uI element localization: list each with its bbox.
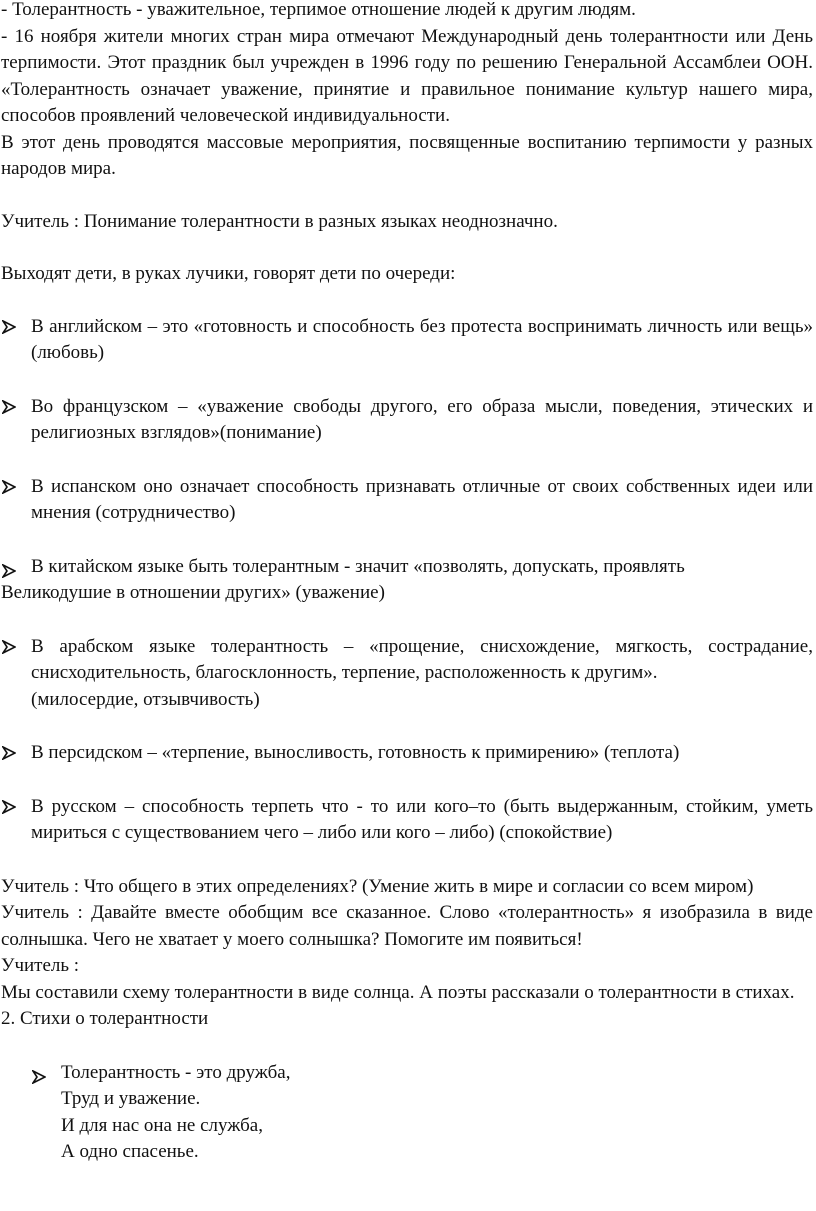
intro-definition: - Толерантность - уважительное, терпимое отношение людей к другим людям.: [1, 0, 636, 20]
poem-line: Толерантность - это дружба,: [61, 1061, 291, 1083]
arrow-bullet-icon: [2, 746, 16, 760]
list-item: [1, 474, 813, 527]
arrow-bullet-icon: [2, 480, 16, 494]
poem: [1, 1060, 813, 1166]
list-item: [1, 740, 813, 767]
definition-chinese-continued: Великодушие в отношении других» (уважение): [1, 582, 385, 603]
definition-french: Во французском – «уважение свободы другого, его образа мысли, поведения, этических и религиозных взглядов»(понимание): [31, 395, 813, 443]
definition-arabic: В арабском языке толерантность – «прощение, снисхождение, мягкость, сострадание, снисходительность, благосклонность, терпение, расположенность к другим».: [31, 635, 813, 683]
intro-events: В этот день проводятся массовые мероприятия, посвященные воспитанию терпимости у разных народов мира.: [1, 131, 813, 179]
definition-arabic-extra: (милосердие, отзывчивость): [31, 688, 260, 710]
teacher-question: Учитель : Что общего в этих определениях? (Умение жить в мире и согласии со всем миром): [1, 875, 754, 897]
teacher-poets: Мы составили схему толерантности в виде солнца. А поэты рассказали о толерантности в стихах.: [1, 981, 795, 1003]
definition-russian: В русском – способность терпеть что - то или кого–то (быть выдержанным, стойким, уметь мириться с существованием чего – либо или кого – либо) (спокойствие): [31, 795, 813, 843]
arrow-bullet-icon: [2, 400, 16, 414]
list-item: [1, 394, 813, 447]
definition-chinese: В китайском языке быть толерантным - значит «позволять, допускать, проявлять: [31, 555, 685, 577]
poem-line: Труд и уважение.: [61, 1088, 201, 1109]
list-item: [1, 634, 813, 714]
arrow-bullet-icon: [32, 1066, 46, 1080]
document-page: [1, 0, 813, 1166]
poem-line: И для нас она не служба,: [61, 1114, 263, 1136]
arrow-bullet-icon: [2, 560, 16, 574]
definition-english: В английском – это «готовность и способность без протеста воспринимать личность или вещь» (любовь): [31, 315, 813, 363]
children-intro: Выходят дети, в руках лучики, говорят дети по очереди:: [1, 263, 456, 284]
section-heading: 2. Стихи о толерантности: [1, 1008, 209, 1029]
arrow-bullet-icon: [2, 800, 16, 814]
teacher-line-1: Учитель : Понимание толерантности в разных языках неоднозначно.: [1, 210, 558, 232]
arrow-bullet-icon: [2, 320, 16, 334]
list-item: [1, 794, 813, 847]
definition-persian: В персидском – «терпение, выносливость, готовность к примирению» (теплота): [31, 742, 680, 763]
intro-holiday: - 16 ноября жители многих стран мира отмечают Международный день толерантности или День терпимости. Этот праздник был учрежден в 1996 году по решению Генеральной Ассамблеи ООН. «Толерантность означает уважение, принятие и правильное понимание культур нашего мира, способов проявлений человеческой индивидуальности.: [1, 25, 813, 126]
definition-spanish: В испанском оно означает способность признавать отличные от своих собственных идеи или мнения (сотрудничество): [31, 475, 813, 523]
teacher-label: Учитель :: [1, 955, 80, 976]
teacher-sun: Учитель : Давайте вместе обобщим все сказанное. Слово «толерантность» я изобразила в виде солнышка. Чего не хватает у моего солнышка? Помогите им появиться!: [1, 902, 813, 950]
list-item: [1, 314, 813, 367]
arrow-bullet-icon: [2, 640, 16, 654]
poem-line: А одно спасенье.: [61, 1141, 199, 1162]
list-item: [1, 554, 813, 581]
